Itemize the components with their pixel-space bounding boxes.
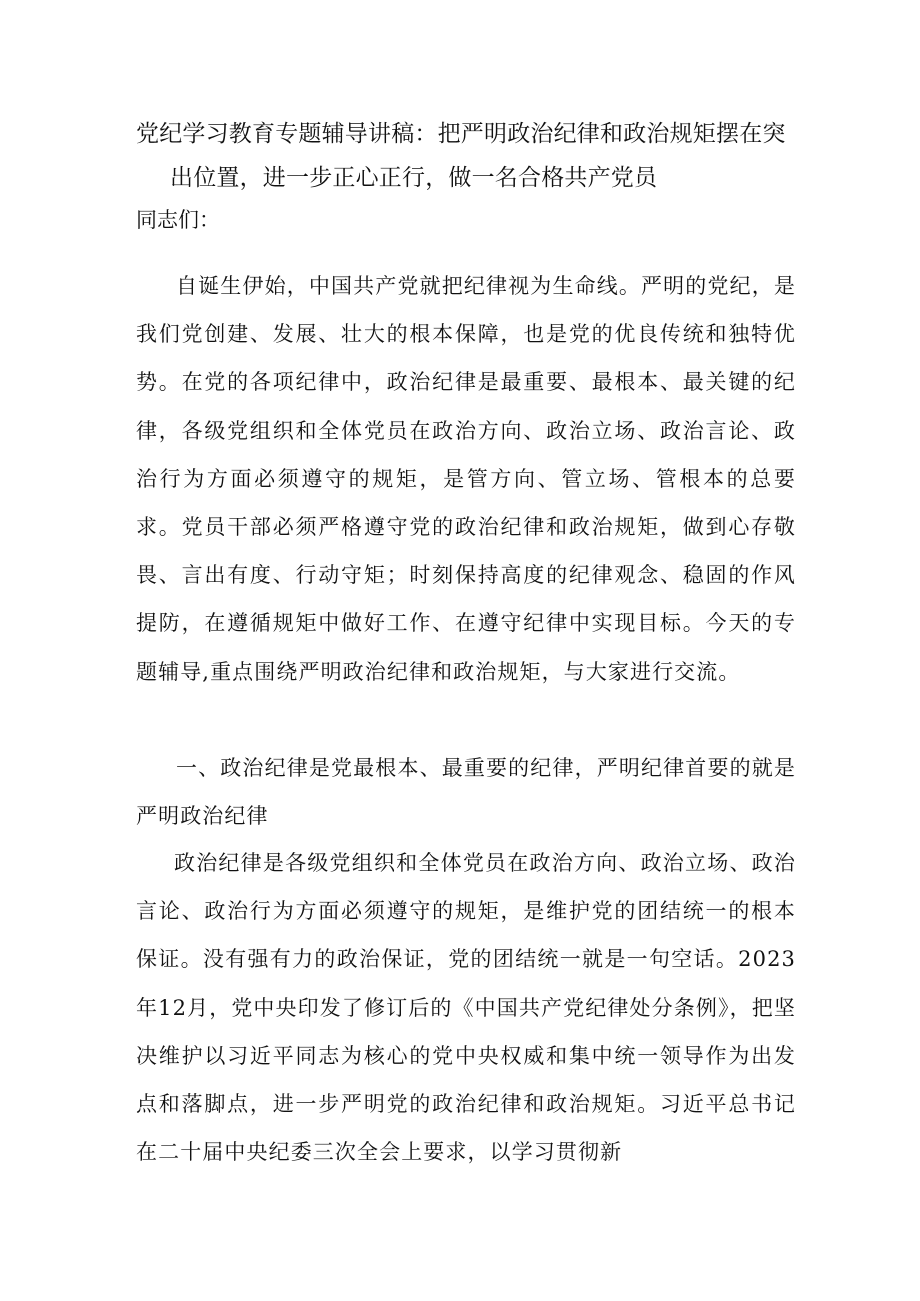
greeting: 同志们： [136, 208, 220, 232]
title-line-1: 党纪学习教育专题辅导讲稿：把严明政治纪律和政治规矩摆在突 [136, 121, 786, 147]
paragraph-intro: 自诞生伊始，中国共产党就把纪律视为生命线。严明的党纪，是我们党创建、发展、壮大的根本保障，也是党的优良传统和独特优势。在党的各项纪律中，政治纪律是最重要、最根本、最关键的纪律，各级党组织和全体党员在政治方向、政治立场、政治言论、政治行为方面必须遵守的规矩，是管方向、管立场、管根本的总要求。党员干部必须严格遵守党的政治纪律和政治规矩，做到心存敬畏、言出有度、行动守矩；时刻保持高度的纪律观念、稳固的作风提防，在遵循规矩中做好工作、在遵守纪律中实现目标。今天的专题辅导,重点围绕严明政治纪律和政治规矩，与大家进行交流。 [136, 274, 796, 684]
section-heading-1: 一、政治纪律是党最根本、最重要的纪律，严明纪律首要的就是严明政治纪律 [136, 756, 796, 829]
paragraph-section-1: 政治纪律是各级党组织和全体党员在政治方向、政治立场、政治言论、政治行为方面必须遵守的规矩，是维护党的团结统一的根本保证。没有强有力的政治保证，党的团结统一就是一句空话。2023年12月，党中央印发了修订后的《中国共产党纪律处分条例》，把坚决维护以习近平同志为核心的党中央权威和集中统一领导作为出发点和落脚点，进一步严明党的政治纪律和政治规矩。习近平总书记在二十届中央纪委三次全会上要求，以学习贯彻新 [136, 851, 796, 1165]
document-title [136, 112, 796, 200]
title-line-2: 出位置，进一步正心正行，做一名合格共产党员 [170, 165, 658, 191]
